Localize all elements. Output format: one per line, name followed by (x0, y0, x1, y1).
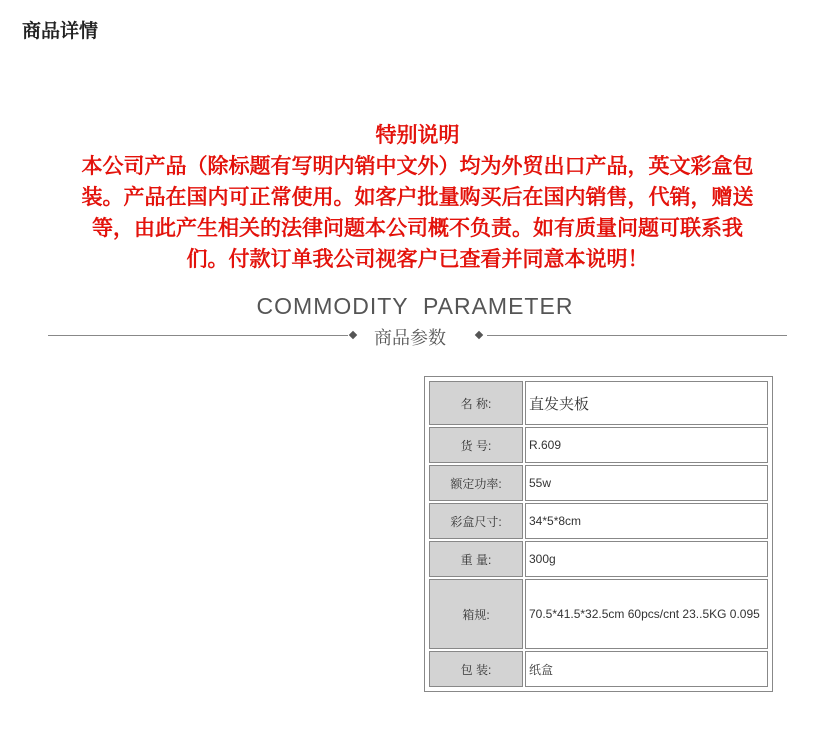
notice-heading: 特别说明 (375, 123, 460, 147)
spec-value: R.609 (525, 427, 768, 463)
spec-value: 直发夹板 (525, 381, 768, 425)
spec-value: 300g (525, 541, 768, 577)
table-row (429, 651, 768, 687)
notice-line: 等，由此产生相关的法律问题本公司概不负责。如有质量问题可联系我 (92, 216, 743, 240)
notice-line: 本公司产品（除标题有写明内销中文外）均为外贸出口产品，英文彩盒包 (81, 154, 754, 178)
spec-label: 额定功率: (429, 465, 523, 501)
table-row (429, 465, 768, 501)
spec-value: 70.5*41.5*32.5cm 60pcs/cnt 23..5KG 0.095 (525, 579, 768, 649)
table-row (429, 381, 768, 425)
spec-label: 货 号: (429, 427, 523, 463)
commodity-parameter-title: COMMODITY PARAMETER (256, 293, 574, 319)
spec-value: 34*5*8cm (525, 503, 768, 539)
diamond-icon (475, 331, 483, 339)
diamond-icon (349, 331, 357, 339)
spec-value: 纸盒 (525, 651, 768, 687)
spec-table (424, 376, 773, 692)
table-row (429, 427, 768, 463)
spec-label: 名 称: (429, 381, 523, 425)
notice-line: 装。产品在国内可正常使用。如客户批量购买后在国内销售，代销，赠送 (81, 185, 754, 209)
divider-line-right (487, 335, 787, 336)
commodity-parameter-subtitle: 商品参数 (374, 328, 446, 349)
table-row (429, 541, 768, 577)
spec-label: 箱规: (429, 579, 523, 649)
divider-line-left (48, 335, 348, 336)
notice-line: 们。付款订单我公司视客户已查看并同意本说明！ (186, 247, 649, 271)
special-notice (30, 120, 805, 275)
table-row (429, 503, 768, 539)
spec-label: 包 装: (429, 651, 523, 687)
spec-label: 重 量: (429, 541, 523, 577)
page-title: 商品详情 (22, 20, 99, 42)
table-row (429, 579, 768, 649)
spec-label: 彩盒尺寸: (429, 503, 523, 539)
spec-value: 55w (525, 465, 768, 501)
